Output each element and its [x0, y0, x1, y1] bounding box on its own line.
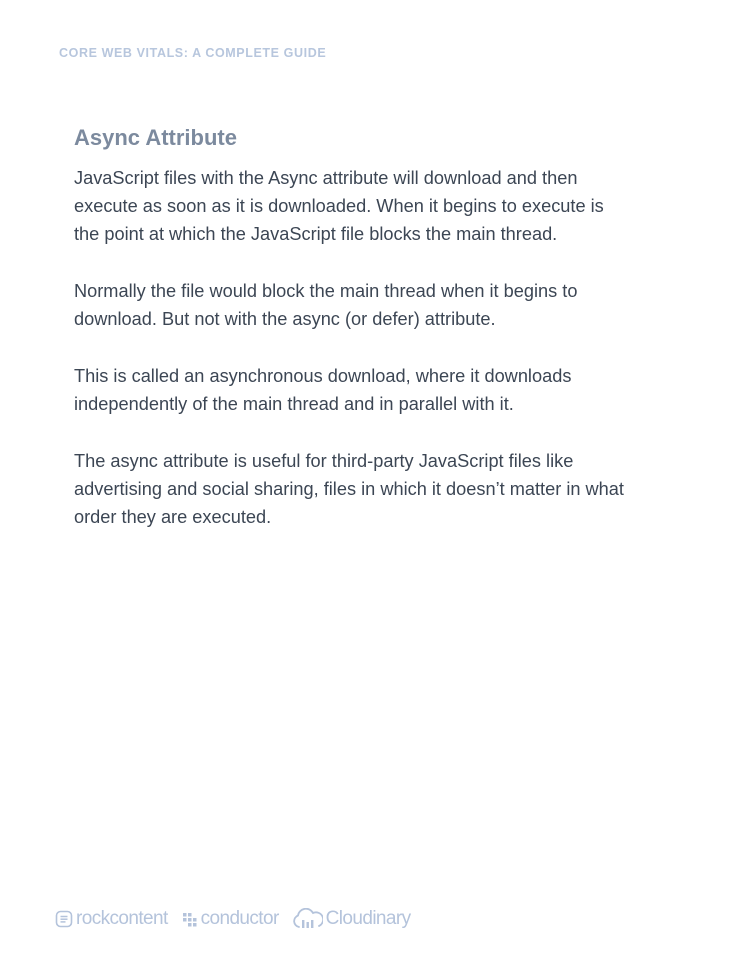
- rockcontent-logo: [55, 908, 168, 930]
- conductor-logo-icon: [182, 911, 198, 927]
- paragraph: JavaScript files with the Async attribute will download and then execute as soon as it is downloaded. When it begins to execute is the point at which the JavaScript file blocks the main thread.: [74, 168, 604, 245]
- section-content: [74, 124, 634, 560]
- footer-logos: [55, 903, 411, 935]
- cloudinary-logo-text: Cloudinary: [325, 908, 411, 929]
- paragraph: This is called an asynchronous download, where it downloads independently of the main thread and in parallel with it.: [74, 366, 572, 415]
- cloudinary-logo-icon: [293, 908, 323, 930]
- conductor-logo-text: conductor: [200, 908, 279, 929]
- section-heading: Async Attribute: [74, 125, 237, 150]
- conductor-logo: [182, 908, 279, 930]
- paragraph: Normally the file would block the main thread when it begins to download. But not with the async (or defer) attribute.: [74, 281, 578, 330]
- paragraph: The async attribute is useful for third-party JavaScript files like advertising and social sharing, files in which it doesn’t matter in what order they are executed.: [74, 450, 624, 528]
- cloudinary-logo: [293, 908, 411, 930]
- rockcontent-logo-text: rockcontent: [76, 908, 168, 929]
- running-header: CORE WEB VITALS: A COMPLETE GUIDE: [59, 46, 327, 60]
- rockcontent-logo-icon: [55, 910, 73, 928]
